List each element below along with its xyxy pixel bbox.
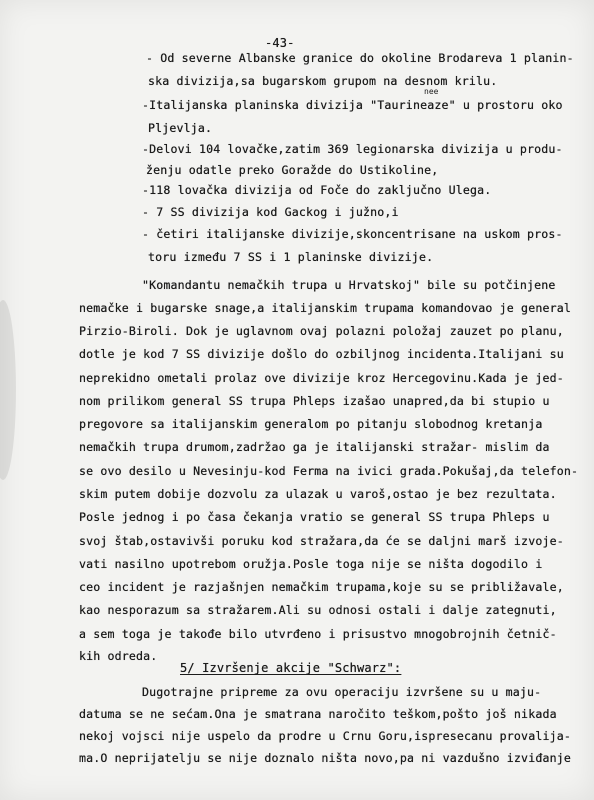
text-line-3: -Italijanska planinska divizija "Taurineaze" u prostoru oko: [142, 98, 563, 112]
text-line-2: ska divizija,sa bugarskom grupom na desnom krilu.: [148, 74, 498, 88]
page-number: -43-: [265, 36, 295, 50]
text-line-12: nemačke i bugarske snage,a italijanskim trupama komandovao je general: [79, 301, 571, 315]
text-line-15: neprekidno ometali prolaz ove divizije kroz Hercegovinu.Kada je jed-: [79, 371, 564, 385]
text-line-10: toru između 7 SS i 1 planinske divizije.: [148, 250, 434, 264]
edge-shadow: [0, 300, 16, 480]
text-line-18: nemačkih trupa drumom,zadržao ga je italijanski stražar- mislim da: [79, 440, 550, 454]
para2-line-3: nekoj vojsci nije uspelo da prodre u Crnu Goru,ispresecanu provalija-: [79, 729, 571, 743]
text-line-23: vati nasilno upotrebom oružja.Posle toga nije se ništa dogodilo i: [79, 557, 543, 571]
text-line-11: "Komandantu nemačkih trupa u Hrvatskoj" bile su potčinjene: [142, 278, 556, 292]
para2-line-1: Dugotrajne pripreme za ovu operaciju izvršene su u maju-: [142, 685, 542, 699]
text-line-6: ženju odatle preko Goražde do Ustikoline,: [146, 163, 439, 177]
text-line-7: -118 lovačka divizija od Foče do zaključno Ulega.: [142, 183, 492, 197]
text-line-24: ceo incident je razjašnjen nemačkim trupama,koje su se približavale,: [79, 580, 564, 594]
para2-line-4: ma.O neprijatelju se nije doznalo ništa novo,pa ni vazdušno izviđanje: [79, 751, 571, 765]
text-line-5: -Delovi 104 lovačke,zatim 369 legionarska divizija u produ-: [142, 142, 563, 156]
handwritten-insert: nee: [424, 87, 439, 96]
text-line-8: - 7 SS divizija kod Gackog i južno,i: [142, 205, 399, 219]
section-heading: 5/ Izvršenje akcije "Schwarz":: [180, 661, 402, 675]
text-line-4: Pljevlja.: [148, 121, 213, 135]
text-line-1: - Od severne Albanske granice do okoline Brodareva 1 planin-: [146, 51, 574, 65]
text-line-25: kao nesporazum sa stražarem.Ali su odnosi ostali i dalje zategnuti,: [79, 603, 557, 617]
text-line-27: kih odreda.: [79, 649, 158, 663]
text-line-9: - četiri italijanske divizije,skoncentrisane na uskom pros-: [142, 227, 563, 241]
text-line-16: nom prilikom general SS trupa Phleps izašao unapred,da bi stupio u: [79, 394, 550, 408]
text-line-14: dotle je kod 7 SS divizije došlo do ozbiljnog incidenta.Italijani su: [79, 347, 564, 361]
text-line-20: skim putem dobije dozvolu za ulazak u varoš,ostao je bez rezultata.: [79, 487, 557, 501]
para2-line-2: datuma se ne sećam.Ona je smatrana naročito teškom,pošto još nikada: [79, 707, 557, 721]
text-line-26: a sem toga je takođe bilo utvrđeno i prisustvo mnogobrojnih četnič-: [79, 627, 557, 641]
text-line-19: se ovo desilo u Nevesinju-kod Ferma na ivici grada.Pokušaj,da telefon-: [79, 464, 579, 478]
text-line-22: svoj štab,ostavivši poruku kod stražara,da će se daljni marš izvoje-: [79, 534, 564, 548]
text-line-21: Posle jednog i po časa čekanja vratio se general SS trupa Phleps u: [79, 510, 550, 524]
text-line-13: Pirzio-Biroli. Dok je uglavnom ovaj polazni položaj zauzet po planu,: [79, 324, 564, 338]
text-line-17: pregovore sa italijanskim generalom po pitanju slobodnog kretanja: [79, 417, 543, 431]
